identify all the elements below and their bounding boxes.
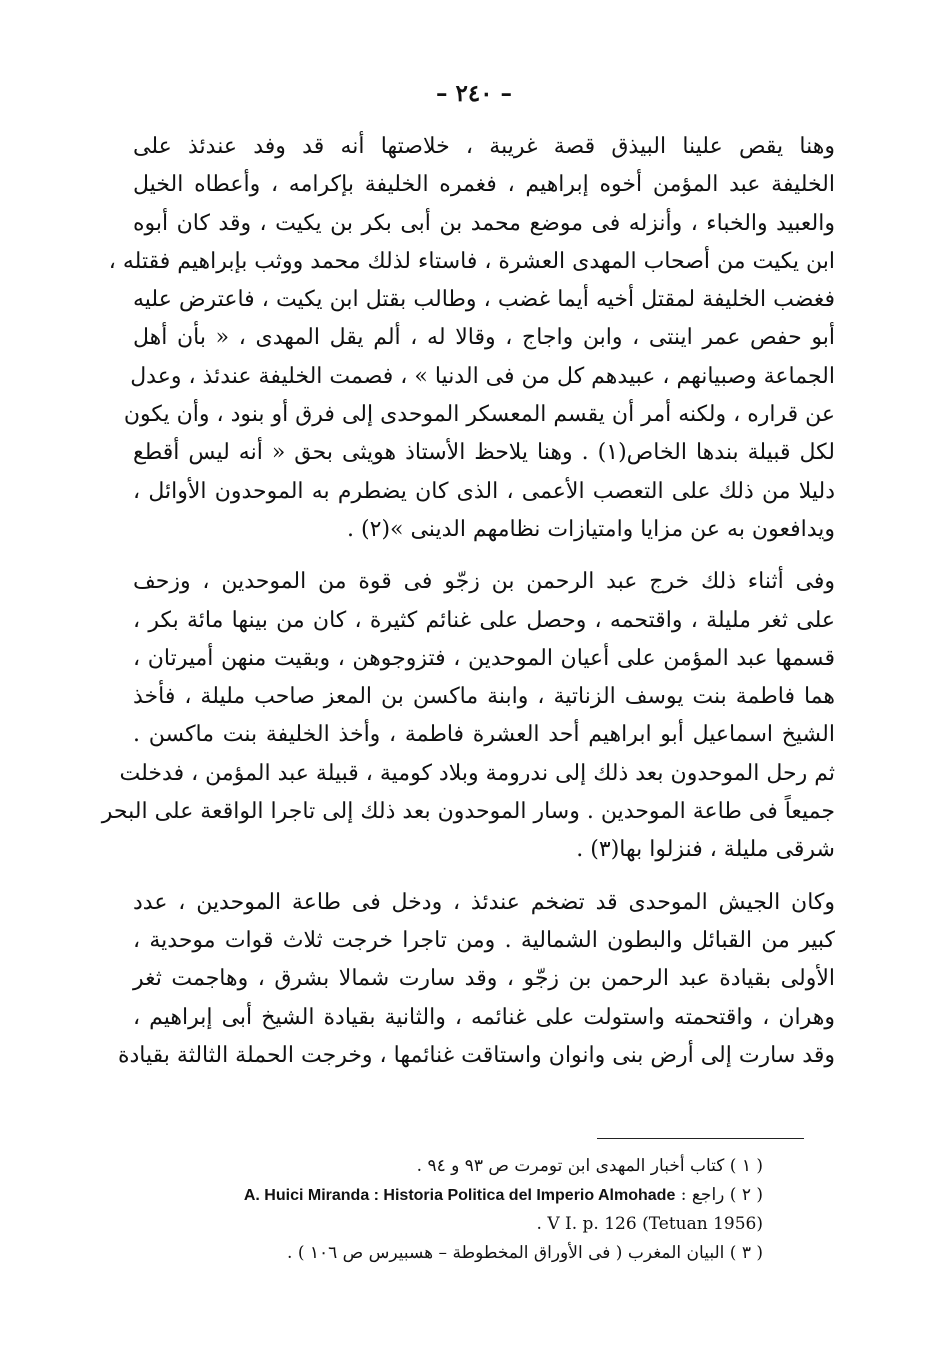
text-line: الشيخ اسماعيل أبو ابراهيم أحد العشرة فاطمة ، وأخذ الخليفة بنت ماكسن . [133,722,835,748]
paragraph [108,128,835,549]
text-line: دليلا من ذلك على التعصب الأعمى ، الذى كان يضطرم به الموحدون الأوائل ، [133,478,835,504]
footnotes [133,1152,835,1268]
paragraph [101,563,835,869]
text-line: وقد سارت إلى أرض بنى وانوان واستاقت غنائمها ، وخرجت الحملة الثالثة بقيادة [117,1042,835,1068]
text-line: ويدافعون به عن مزايا وامتيازات نظامهم الدينى »(٢) . [347,516,835,542]
text-line: جميعاً فى طاعة الموحدين . وسار الموحدون بعد ذلك إلى تاجرا الواقعة على البحر [101,799,835,825]
text-line: على ثغر مليلة ، واقتحمه ، وحصل على غنائم كثيرة ، كان من بينها مائة بكر ، [133,607,835,633]
text-line: قسمها عبد المؤمن على أعيان الموحدين ، فتزوجوهن ، وبقيت منهن أميرتان ، [133,645,835,671]
footnote-3: ( ٣ ) البيان المغرب ( فى الأوراق المخطوطة – هسبيرس ص ١٠٦ ) . [287,1243,763,1263]
footnote-2 [133,1181,835,1210]
text-line: فغضب الخليفة لمقتل أخيه أيما غضب ، وطالب بقتل ابن يكيت ، فاعترض عليه [133,287,835,313]
footnote-divider [597,1138,804,1139]
footnote-1: ( ١ ) كتاب أخبار المهدى ابن تومرت ص ٩٣ و ٩٤ . [416,1156,763,1176]
footnote-2-marker: ( ٢ ) راجع : [680,1185,763,1205]
text-line: ابن يكيت من أصحاب المهدى العشرة ، فاستاء لذلك محمد ووثب بإبراهيم فقتله ، [108,248,835,274]
text-line: عن قراره ، ولكنه أمر أن يقسم المعسكر الموحدى إلى فرق أو بنود ، وأن يكون [123,402,835,428]
text-line: كبير من القبائل والبطون الشمالية . ومن تاجرا خرجت ثلاث قوات موحدية ، [133,927,835,953]
text-line: أبو حفص عمر اينتى ، وابن واجاج ، وقالا له ، ألم يقل المهدى ، « بأن أهل [133,325,835,351]
text-line: وهنا يقص علينا البيذق قصة غريبة ، خلاصتها أنه قد وفد عندئذ على [133,134,835,159]
footnote-2-continuation: (Tetuan 1956) V I. p. 126 . [536,1214,763,1234]
text-line: هما فاطمة بنت يوسف الزناتية ، وابنة ماكسن بن المعز صاحب مليلة ، فأخذ [133,684,835,710]
page-number: – ٢٤٠ – [435,80,513,107]
text-line: وهران ، واقتحمته واستولت على غنائمه ، والثانية بقيادة الشيخ أبى إبراهيم ، [133,1004,835,1030]
text-line: شرقى مليلة ، فنزلوا بها(٣) . [576,837,835,863]
text-line: وفى أثناء ذلك خرج عبد الرحمن بن زجّو فى قوة من الموحدين ، وزحف [133,569,835,595]
text-line: الخليفة عبد المؤمن أخوه إبراهيم ، فغمره الخليفة بإكرامه ، وأعطاه الخيل [133,172,835,198]
text-line: الأولى بقيادة عبد الرحمن بن زجّو ، وقد سارت شمالا بشرق ، وهاجمت ثغر [133,966,835,992]
text-line: ثم رحل الموحدون بعد ذلك إلى ندرومة وبلاد كومية ، قبيلة عبد المؤمن ، فدخلت [119,760,835,786]
text-line: والعبيد والخباء ، وأنزله فى موضع محمد بن أبى بكر بن يكيت ، وقد كان أبوه [133,210,835,236]
paragraph [117,884,835,1075]
text-line: الجماعة وصبيانهم ، عبيدهم كل من فى الدنيا » ، فصمت الخليفة عندئذ ، وعدل [130,363,835,389]
body-text [101,128,835,1075]
text-line: لكل قبيلة بندها الخاص(١) . وهنا يلاحظ الأستاذ هويثى بحق « أنه ليس أقطع [133,440,835,466]
footnote-2-citation: A. Huici Miranda : Historia Politica del Imperio Almohade [243,1187,676,1204]
text-line: وكان الجيش الموحدى قد تضخم عندئذ ، ودخل فى طاعة الموحدين ، عدد [133,889,835,915]
